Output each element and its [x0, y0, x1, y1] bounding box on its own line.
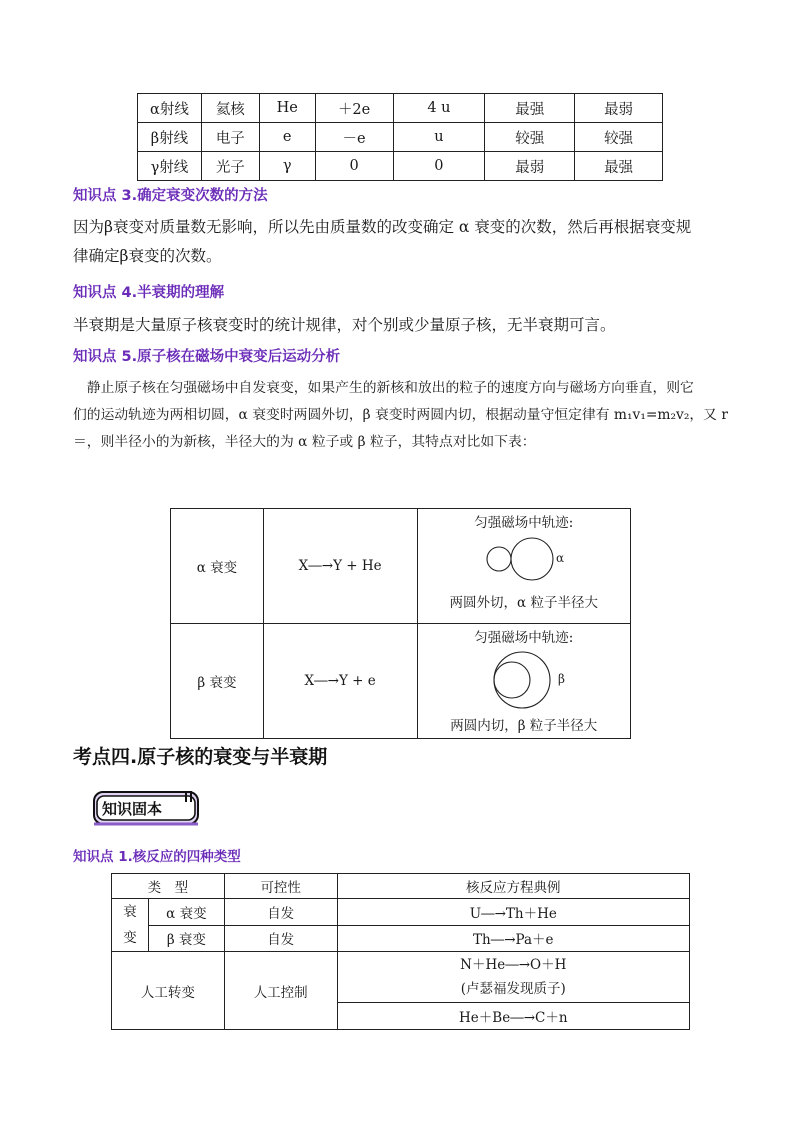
- rays-cell: u: [393, 123, 485, 152]
- rays-cell: 最弱: [575, 94, 663, 123]
- decay-group-char-2: 变: [123, 930, 137, 946]
- header-control: 可控性: [224, 874, 337, 899]
- reaction-table: [111, 873, 690, 1030]
- external-tangent-circles-diagram: [478, 535, 578, 591]
- reaction-type: β 衰变: [148, 925, 224, 952]
- reaction-type: 人工转变: [112, 952, 225, 1030]
- rays-cell: 较强: [575, 123, 663, 152]
- reaction-header-row: [112, 874, 690, 899]
- track-caption: 两圆外切，α 粒子半径大: [449, 595, 598, 611]
- decay-row-alpha: [171, 509, 631, 624]
- rays-row: [138, 152, 663, 181]
- kp4-text: 半衰期是大量原子核衰变时的统计规律，对个别或少量原子核，无半衰期可言。: [73, 316, 616, 334]
- reaction-row-beta: [112, 925, 690, 952]
- decay-group-label: [112, 899, 149, 952]
- kp5-line-2: 们的运动轨迹为两相切圆，α 衰变时两圆外切，β 衰变时两圆内切，根据动量守恒定律有 m₁v₁=m₂v₂，又 r: [73, 407, 728, 423]
- rays-cell: β射线: [138, 123, 202, 152]
- kp3-text: [73, 213, 733, 271]
- rays-cell: e: [259, 123, 315, 152]
- rays-cell: 0: [393, 152, 485, 181]
- reaction-example: He＋Be―→C＋n: [337, 1003, 689, 1030]
- rays-cell: α射线: [138, 94, 202, 123]
- section-title: 考点四.原子核的衰变与半衰期: [73, 746, 328, 768]
- decay-track-cell: [417, 624, 630, 739]
- reaction-control: 自发: [224, 925, 337, 952]
- decay-table: [170, 508, 631, 739]
- rays-cell: 电子: [201, 123, 259, 152]
- alpha-label: α: [555, 551, 564, 565]
- rays-cell: 4 u: [393, 94, 485, 123]
- header-type: 类 型: [112, 874, 225, 899]
- decay-group-char-1: 衰: [123, 904, 137, 920]
- rays-cell: ＋2e: [315, 94, 393, 123]
- rays-cell: 光子: [201, 152, 259, 181]
- rays-cell: 最强: [485, 94, 575, 123]
- example-note: (卢瑟福发现质子): [460, 981, 566, 997]
- rays-cell: 氦核: [201, 94, 259, 123]
- decay-row-beta: [171, 624, 631, 739]
- reaction-row-artificial: [112, 952, 690, 1003]
- track-title: 匀强磁场中轨迹:: [474, 630, 574, 646]
- subsection-title: 知识点 1.核反应的四种类型: [73, 849, 241, 865]
- reaction-example: [337, 952, 689, 1003]
- internal-tangent-circles-diagram: [478, 646, 578, 710]
- beta-label: β: [557, 672, 565, 686]
- track-title: 匀强磁场中轨迹:: [474, 515, 574, 531]
- kp5-title: 知识点 5.原子核在磁场中衰变后运动分析: [73, 349, 341, 365]
- rays-cell: 最强: [575, 152, 663, 181]
- kp5-text: [73, 375, 733, 456]
- reaction-type: α 衰变: [148, 899, 224, 926]
- rays-cell: 最弱: [485, 152, 575, 181]
- reaction-example: Th―→Pa＋e: [337, 925, 689, 952]
- rays-row: [138, 123, 663, 152]
- knowledge-badge: [90, 788, 202, 828]
- kp5-line-3: ＝，则半径小的为新核，半径大的为 α 粒子或 β 粒子，其特点对比如下表：: [73, 434, 536, 450]
- decay-name: α 衰变: [171, 509, 264, 624]
- reaction-control: 人工控制: [224, 952, 337, 1030]
- kp4-title: 知识点 4.半衰期的理解: [73, 285, 225, 301]
- reaction-row-alpha: [112, 899, 690, 926]
- rays-cell: －e: [315, 123, 393, 152]
- rays-cell: He: [259, 94, 315, 123]
- reaction-example: U―→Th＋He: [337, 899, 689, 926]
- decay-equation: X―→Y + He: [263, 509, 417, 624]
- kp3-line-1: 因为β衰变对质量数无影响，所以先由质量数的改变确定 α 衰变的次数，然后再根据衰变规: [73, 218, 692, 236]
- track-caption: 两圆内切，β 粒子半径大: [450, 718, 598, 734]
- decay-track-cell: [417, 509, 630, 624]
- rays-cell: 较强: [485, 123, 575, 152]
- decay-equation: X―→Y + e: [263, 624, 417, 739]
- kp5-line-1: 静止原子核在匀强磁场中自发衰变，如果产生的新核和放出的粒子的速度方向与磁场方向垂直，则它: [73, 380, 694, 396]
- rays-table: [137, 93, 663, 181]
- decay-name: β 衰变: [171, 624, 264, 739]
- badge-label: 知识固本: [102, 800, 163, 818]
- kp3-title: 知识点 3.确定衰变次数的方法: [73, 188, 268, 204]
- reaction-control: 自发: [224, 899, 337, 926]
- rays-cell: γ射线: [138, 152, 202, 181]
- rays-cell: γ: [259, 152, 315, 181]
- header-example: 核反应方程典例: [337, 874, 689, 899]
- example-equation: N＋He―→O＋H: [460, 957, 567, 973]
- rays-cell: 0: [315, 152, 393, 181]
- rays-row: [138, 94, 663, 123]
- kp3-line-2: 律确定β衰变的次数。: [73, 247, 222, 265]
